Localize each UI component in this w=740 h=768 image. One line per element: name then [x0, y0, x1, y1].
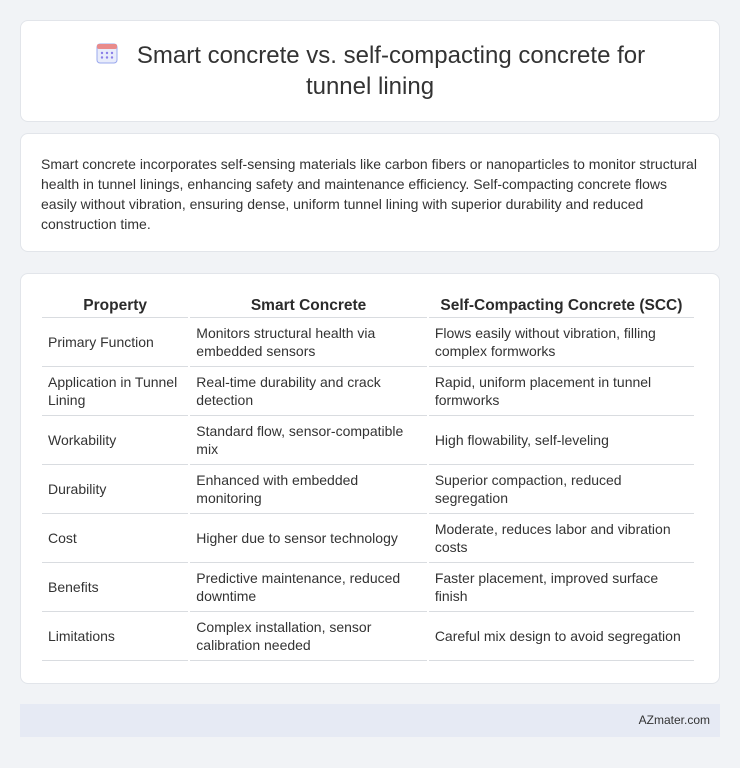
cell-smart: Complex installation, sensor calibration needed [190, 612, 427, 661]
table-header-row [42, 296, 694, 318]
cell-smart: Standard flow, sensor-compatible mix [190, 416, 427, 465]
cell-smart: Monitors structural health via embedded sensors [190, 318, 427, 367]
page-title [70, 41, 670, 101]
cell-scc: Rapid, uniform placement in tunnel formworks [429, 367, 694, 416]
title-card [20, 20, 720, 122]
cell-smart: Predictive maintenance, reduced downtime [190, 563, 427, 612]
cell-scc: Flows easily without vibration, filling complex formworks [429, 318, 694, 367]
cell-property: Limitations [42, 612, 188, 661]
cell-property: Workability [42, 416, 188, 465]
comparison-card [20, 273, 720, 684]
comparison-table [40, 296, 696, 661]
table-row [42, 514, 694, 563]
cell-property: Durability [42, 465, 188, 514]
cell-smart: Enhanced with embedded monitoring [190, 465, 427, 514]
table-row [42, 416, 694, 465]
header-property: Property [42, 296, 188, 318]
cell-scc: Moderate, reduces labor and vibration costs [429, 514, 694, 563]
cell-scc: High flowability, self-leveling [429, 416, 694, 465]
table-row [42, 465, 694, 514]
footer [20, 704, 720, 737]
cell-scc: Faster placement, improved surface finish [429, 563, 694, 612]
cell-property: Primary Function [42, 318, 188, 367]
cell-scc: Superior compaction, reduced segregation [429, 465, 694, 514]
table-row [42, 367, 694, 416]
cell-property: Application in Tunnel Lining [42, 367, 188, 416]
header-scc: Self-Compacting Concrete (SCC) [429, 296, 694, 318]
summary-text: Smart concrete incorporates self-sensing materials like carbon fibers or nanoparticles to monitor structural health in tunnel linings, enhancing safety and maintenance efficiency. Self-compacting concrete flows easily without vibration, ensuring dense, uniform tunnel lining with superior durability and reduced construction time. [41, 156, 697, 232]
cell-smart: Higher due to sensor technology [190, 514, 427, 563]
table-row [42, 563, 694, 612]
table-row [42, 318, 694, 367]
summary-card [20, 133, 720, 252]
cell-property: Cost [42, 514, 188, 563]
title-text: Smart concrete vs. self-compacting concrete for tunnel lining [136, 42, 646, 100]
footer-brand-link[interactable]: AZmater.com [638, 713, 710, 727]
cell-smart: Real-time durability and crack detection [190, 367, 427, 416]
header-smart-concrete: Smart Concrete [190, 296, 427, 318]
cell-scc: Careful mix design to avoid segregation [429, 612, 694, 661]
calendar-icon [95, 41, 119, 72]
cell-property: Benefits [42, 563, 188, 612]
table-row [42, 612, 694, 661]
